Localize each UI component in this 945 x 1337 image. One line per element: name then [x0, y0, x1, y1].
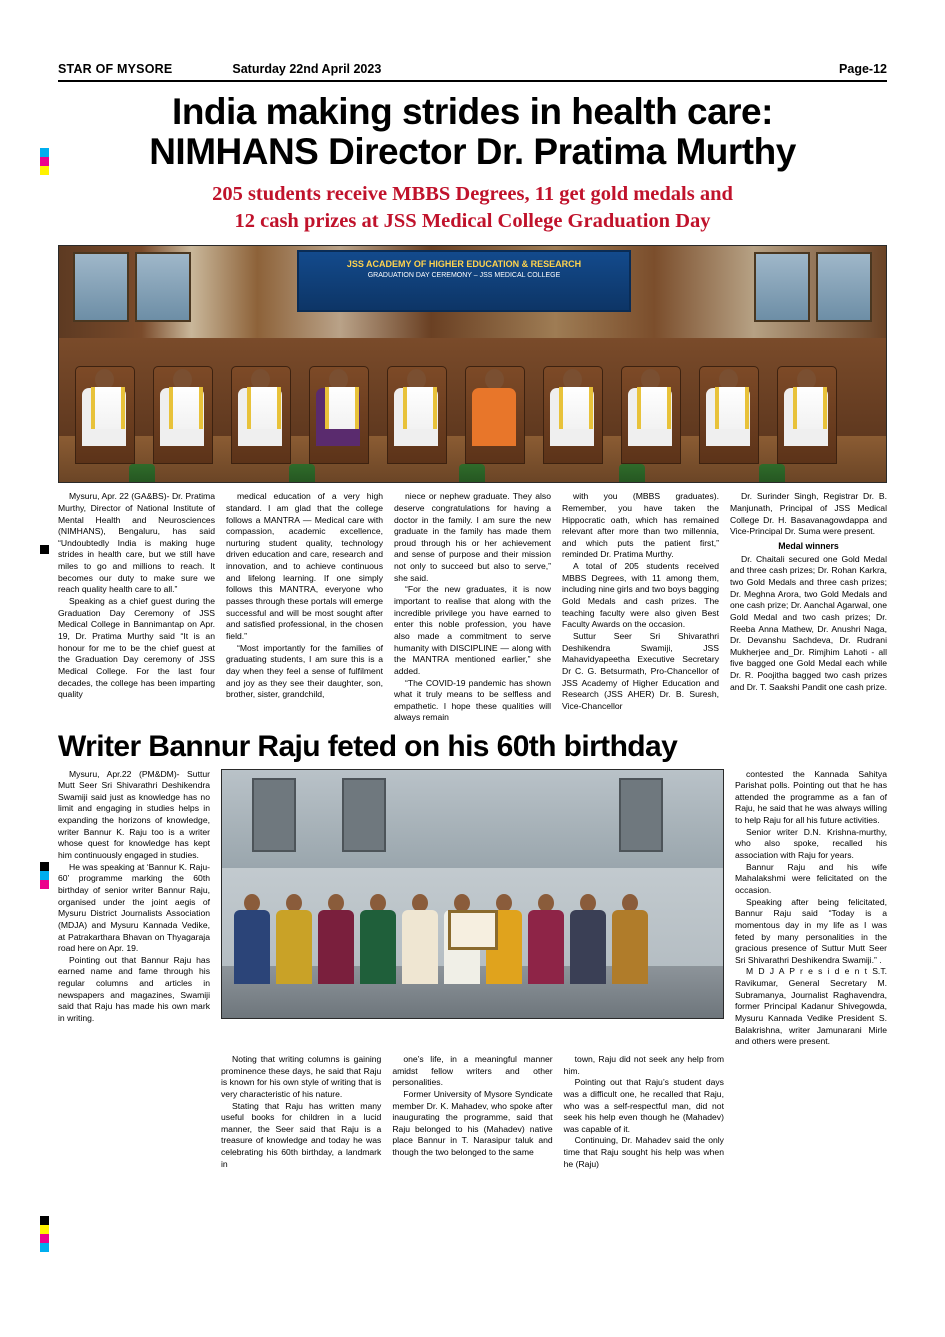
paragraph: Pointing out that Raju’s student days was a difficult one, he recalled that Raju, who was a self-respectful man, did not seek his help even though he (Mahadev) was capable of it.: [563, 1077, 724, 1134]
subheadline-story-1: [58, 181, 887, 235]
paragraph: Speaking after being felicitated, Bannur Raju said “Today is a momentous day in my life as I was feted by many personalities in the gracious presence of Suttur Mutt Seer Sri Shivarathri Deshikendra Swamiji.” .: [735, 896, 887, 965]
paragraph: Mysuru, Apr. 22 (GA&BS)- Dr. Pratima Murthy, Director of National Institute of Mental Health and Neurosciences (NIMHANS), Bengaluru, has said “Undoubtedly India is making huge strides in health care, but we still have miles to go and millions to reach. It becomes our duty to make sure we reach quality health care to all.”: [58, 491, 215, 595]
story-2-top: [58, 769, 887, 1048]
window-right: [816, 252, 872, 322]
attendee: [612, 894, 648, 984]
torso: [402, 910, 438, 984]
attendee: [318, 894, 354, 984]
paragraph: one’s life, in a meaningful manner amidst fellow writers and other personalities.: [392, 1053, 553, 1088]
attendee: [402, 894, 438, 984]
paragraph: with you (MBBS graduates). Remember, you have taken the Hippocratic oath, which has remained relevant after more than two millennia, and which puts the patient first,” reminded Dr. Pratima Murthy.: [562, 491, 719, 560]
spacer-right: [735, 1054, 887, 1170]
story-2-left-column: [58, 769, 210, 1048]
head: [412, 894, 428, 912]
magenta-swatch-2: [40, 880, 49, 889]
shawl: [169, 387, 203, 429]
column-1: [58, 491, 215, 724]
bottom-column-3: [564, 1054, 724, 1170]
registration-marks-story2: [40, 862, 49, 889]
yellow-swatch-3: [40, 1225, 49, 1234]
portrait-frame: [448, 910, 498, 950]
cyan-swatch: [40, 148, 49, 157]
paragraph: “The COVID-19 pandemic has shown what it truly means to be selfless and empathetic. I hope these qualities will always remain: [394, 677, 551, 723]
bottom-column-2: [392, 1054, 552, 1170]
torso: [360, 910, 396, 984]
dignitary: [628, 369, 672, 446]
paragraph: medical education of a very high standard. I am glad that the college follows a MANTRA — Medical care with compassion, academic excellence, nurturing student quality, technology driven education and care, research and innovation, and to achieve continuous and lifelong learning. If one simply follows this MANTRA, everyone who passes through these portals will emerge successful and will be most sought after and satisfied professional, in the chosen field.”: [226, 491, 383, 641]
yellow-swatch: [40, 166, 49, 175]
column-2: [226, 491, 383, 724]
paragraph: Stating that Raju has written many useful books for children in a lucid manner, the Seer said that Raju is a treasure of knowledge and today he was celebrating his 60th birthday, a landmark in: [221, 1100, 382, 1169]
paragraph: Continuing, Dr. Mahadev said the only time that Raju sought his help was when he (Raju): [563, 1135, 724, 1169]
torso: [612, 910, 648, 984]
attendee: [528, 894, 564, 984]
flower-pot: [619, 464, 645, 483]
dignitary: [82, 369, 126, 446]
subheadline-line-1: 205 students receive MBBS Degrees, 11 get gold medals and: [212, 183, 733, 206]
paragraph: Dr. Surinder Singh, Registrar Dr. B. Manjunath, Principal of JSS Medical College Dr. H. Basavanagowdappa and Vice-Principal Dr. Suma were present.: [730, 491, 887, 537]
magenta-swatch-3: [40, 1234, 49, 1243]
shawl: [247, 387, 281, 429]
head: [328, 894, 344, 912]
stage-banner: [297, 250, 631, 312]
head: [538, 894, 554, 912]
paragraph: Suttur Seer Sri Shivarathri Deshikendra Swamiji, JSS Mahavidyapeetha Executive Secretary Dr C. G. Betsurmath, Pro-Chancellor of JSS Academy of Higher Education and Research (JSS AHER) Dr. B. Suresh, Vice-Chancellor: [562, 630, 719, 711]
dignitary: [394, 369, 438, 446]
attendee: [234, 894, 270, 984]
head: [485, 369, 504, 390]
black-swatch: [40, 545, 49, 554]
attendee: [360, 894, 396, 984]
story-2-right-column: [735, 769, 887, 1048]
flower-pot: [459, 464, 485, 483]
black-swatch-2: [40, 862, 49, 871]
masthead: [58, 62, 887, 82]
felicitation-photo-wrap: [221, 769, 724, 1048]
registration-marks-mid: [40, 545, 49, 554]
torso: [528, 910, 564, 984]
paragraph: “For the new graduates, it is now important to realise that along with the incredible privilege you have earned to enter this noble profession, you have also made a commitment to serve humanity with DISCIPLINE — along with the MANTRA mentioned earlier,” she added.: [394, 584, 551, 676]
shawl: [637, 387, 671, 429]
subheadline-line-2: 12 cash prizes at JSS Medical College Graduation Day: [234, 210, 711, 233]
head: [370, 894, 386, 912]
flower-pot: [289, 464, 315, 483]
paragraph: Pointing out that Bannur Raju has earned name and fame through his regular columns and articles in newspapers and magazines, Swamiji said that Raju has made his own mark in writing.: [58, 954, 210, 1024]
publication-date: Saturday 22nd April 2023: [232, 62, 382, 76]
shawl: [715, 387, 749, 429]
headline-line-1: India making strides in health care:: [172, 91, 773, 132]
felicitation-photo: [221, 769, 724, 1019]
dignitary: [550, 369, 594, 446]
paragraph: Noting that writing columns is gaining prominence these days, he said that Raju is known for his own style of writing that is very characteristic of his nature.: [221, 1053, 382, 1099]
shawl: [325, 387, 359, 429]
window-right-2: [754, 252, 810, 322]
head: [622, 894, 638, 912]
seer-swamiji: [472, 369, 516, 446]
headline-story-1: [58, 92, 887, 171]
registration-marks-bottom: [40, 1216, 49, 1252]
black-swatch-3: [40, 1216, 49, 1225]
paragraph: Mysuru, Apr.22 (PM&DM)- Suttur Mutt Seer Sri Shivarathri Deshikendra Swamiji said just as knowledge has no limit and engaging in studies helps in expanding the horizons of knowledge, writer Bannur K. Raju too is a writer whose quest for knowledge has kept him continuously engaged in studies.: [58, 768, 210, 861]
column-5: [730, 491, 887, 724]
attendee: [570, 894, 606, 984]
shawl: [403, 387, 437, 429]
banner-line-1: JSS ACADEMY OF HIGHER EDUCATION & RESEARCH: [346, 259, 582, 270]
paper-name: STAR OF MYSORE: [58, 62, 173, 76]
spacer-left: [58, 1054, 210, 1170]
dignitary: [238, 369, 282, 446]
attendee: [276, 894, 312, 984]
paragraph: Senior writer D.N. Krishna-murthy, who also spoke, recalled his association with Raju for years.: [735, 826, 887, 861]
registration-marks-top: [40, 148, 49, 175]
torso: [570, 910, 606, 984]
bottom-column-1: [221, 1054, 381, 1170]
graduation-ceremony-photo: [58, 245, 887, 483]
door-right: [619, 778, 663, 852]
dignitary: [706, 369, 750, 446]
dignitary: [160, 369, 204, 446]
cyan-swatch-2: [40, 871, 49, 880]
shawl: [91, 387, 125, 429]
headline-story-2: Writer Bannur Raju feted on his 60th birthday: [58, 730, 678, 764]
head: [496, 894, 512, 912]
medal-winners-text: Dr. Chaitali secured one Gold Medal and three cash prizes; Dr. Rohan Karkra, two Gold Medals and three cash prizes; Dr. Meghna Arora, two Gold Medals and one cash prize; Dr. Aanchal Agarwal, one Gold Medal and two cash prizes; Dr. Reeba Anna Mathew, Dr. Anushri Naga, Dr. Devanshu Sachdeva, Dr. Rudrani Mukherjee and_Dr. Rimjhim Lahoti - all five bagged one Gold Medal each while Dr. R. Poojitha bagged two cash prizes and Dr. T. Saakshi Pandit one cash prize.: [730, 553, 888, 692]
head: [580, 894, 596, 912]
head: [286, 894, 302, 912]
flower-pot: [759, 464, 785, 483]
column-3: [394, 491, 551, 724]
paragraph: Former University of Mysore Syndicate member Dr. K. Mahadev, who spoke after inaugurating the programme, said that Raju belonged to his (Mahadev) native place Bannur in T. Narasipur taluk and though the two belonged to the same: [392, 1088, 553, 1158]
cyan-swatch-3: [40, 1243, 49, 1252]
paragraph: niece or nephew graduate. They also deserve congratulations for having a doctor in the family. I am sure the new graduate in the family has made them proud through his or her achievement and sense of purpose and their mission not only to succeed but also to serve,” she said.: [394, 491, 551, 583]
torso: [472, 388, 516, 446]
photo-scene: [222, 770, 723, 1018]
door-center: [342, 778, 386, 852]
dignitary: [316, 369, 360, 446]
magenta-swatch: [40, 157, 49, 166]
torso: [318, 910, 354, 984]
paragraph: “Most importantly for the families of graduating students, I am sure this is a day when they feel a sense of fulfilment and joy as they see their daughter, son, brother, sister, grandchild,: [226, 642, 383, 700]
paragraph: town, Raju did not seek any help from him.: [563, 1053, 724, 1076]
seated-dignitaries-row: [59, 342, 886, 464]
window-left-2: [135, 252, 191, 322]
paragraph: Speaking as a chief guest during the Graduation Day Ceremony of JSS Medical College in Bannimantap on Apr. 19, Dr. Pratima Murthy said “It is an honour for me to be the chief guest at the Graduation Day ceremony of JSS Medical College. For the last four decades, the college has been imparting quality: [58, 596, 215, 700]
paragraph: Bannur Raju and his wife Mahalakshmi were felicitated on the occasion.: [735, 861, 887, 895]
story-1-body: [58, 491, 887, 724]
paragraph: M D J A P r e s i d e n t S.T. Ravikumar, General Secretary M. Subramanya, Journalist Raghavendra, former Principal Kadanur Shivegowda, Mysuru Kannada Vedike President S. Balakrishna, writer Jamunarani Mirle and others were present.: [735, 966, 887, 1047]
flower-pot: [129, 464, 155, 483]
torso: [276, 910, 312, 984]
story-2-bottom-columns: [58, 1054, 887, 1170]
head: [244, 894, 260, 912]
dignitary: [784, 369, 828, 446]
headline-line-2: NIMHANS Director Dr. Pratima Murthy: [149, 130, 796, 172]
shawl: [793, 387, 827, 429]
paragraph: He was speaking at ‘Bannur K. Raju-60’ programme marking the 60th birthday of senior writer Bannur Raju, organised under the joint aegis of Mysuru District Journalists Association (MDJA) and Mysuru Kannada Vedike, at Patrakarthara Bhavan on Thyagaraja road here on Apr. 19.: [58, 861, 210, 954]
column-4: [562, 491, 719, 724]
torso: [234, 910, 270, 984]
page-number: Page-12: [839, 62, 887, 76]
shawl: [559, 387, 593, 429]
paragraph: A total of 205 students received MBBS Degrees, with 11 among them, including nine girls and two boys bagging Gold Medals and cash prizes. The teaching faculty were also given Best Faculty Awards on the occasion.: [562, 561, 719, 630]
window-left: [73, 252, 129, 322]
banner-line-2: GRADUATION DAY CEREMONY – JSS MEDICAL COLLEGE: [367, 272, 561, 280]
door-left: [252, 778, 296, 852]
paragraph: contested the Kannada Sahitya Parishat polls. Pointing out that he has attended the programme as a fan of Raju, he said that he was always willing to help Raju for all his future activities.: [735, 768, 887, 826]
medal-winners-heading: Medal winners: [778, 540, 839, 551]
